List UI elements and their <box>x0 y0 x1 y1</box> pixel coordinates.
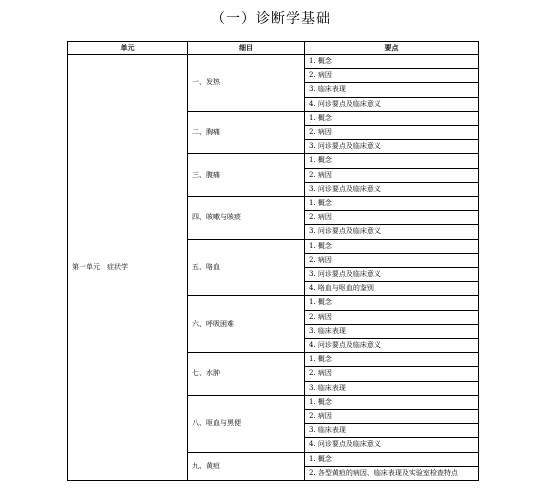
header-unit: 单元 <box>68 42 188 55</box>
item-cell: 五、咯血 <box>188 239 305 296</box>
point-cell: 1. 概念 <box>305 239 479 253</box>
point-cell: 1. 概念 <box>305 55 479 69</box>
point-cell: 3. 问诊要点及临床意义 <box>305 140 479 154</box>
point-cell: 1. 概念 <box>305 452 479 466</box>
point-cell: 2. 病因 <box>305 69 479 83</box>
page-title: （一）诊断学基础 <box>211 11 331 27</box>
point-cell: 2. 病因 <box>305 126 479 140</box>
item-cell: 九、黄疸 <box>188 452 305 480</box>
syllabus-table <box>67 41 479 481</box>
point-cell: 3. 问诊要点及临床意义 <box>305 182 479 196</box>
point-cell: 3. 临床表现 <box>305 83 479 97</box>
item-cell: 八、呕血与黑便 <box>188 395 305 452</box>
point-cell: 2. 病因 <box>305 310 479 324</box>
point-cell: 1. 概念 <box>305 154 479 168</box>
point-cell: 1. 概念 <box>305 197 479 211</box>
table-body <box>68 55 479 481</box>
point-cell: 1. 概念 <box>305 395 479 409</box>
point-cell: 2. 病因 <box>305 253 479 267</box>
point-cell: 2. 病因 <box>305 211 479 225</box>
point-cell: 2. 病因 <box>305 367 479 381</box>
header-item: 细目 <box>188 42 305 55</box>
point-cell: 3. 问诊要点及临床意义 <box>305 268 479 282</box>
point-cell: 3. 问诊要点及临床意义 <box>305 225 479 239</box>
item-cell: 一、发热 <box>188 55 305 112</box>
point-cell: 1. 概念 <box>305 353 479 367</box>
point-cell: 3. 临床表现 <box>305 381 479 395</box>
item-cell: 二、胸痛 <box>188 111 305 154</box>
point-cell: 4. 问诊要点及临床意义 <box>305 97 479 111</box>
point-cell: 4. 咯血与呕血的鉴别 <box>305 282 479 296</box>
point-cell: 3. 临床表现 <box>305 324 479 338</box>
table-row <box>68 55 479 69</box>
item-cell: 三、腹痛 <box>188 154 305 197</box>
point-cell: 3. 临床表现 <box>305 424 479 438</box>
item-cell: 六、呼吸困难 <box>188 296 305 353</box>
point-cell: 1. 概念 <box>305 111 479 125</box>
point-cell: 2. 病因 <box>305 168 479 182</box>
unit-cell: 第一单元 症状学 <box>68 55 188 481</box>
item-cell: 四、咳嗽与咳痰 <box>188 197 305 240</box>
point-cell: 2. 病因 <box>305 410 479 424</box>
point-cell: 4. 问诊要点及临床意义 <box>305 339 479 353</box>
point-cell: 2. 各型黄疸的病因、临床表现及实验室检查特点 <box>305 466 479 480</box>
point-cell: 4. 问诊要点及临床意义 <box>305 438 479 452</box>
header-point: 要点 <box>305 42 479 55</box>
item-cell: 七、水肿 <box>188 353 305 396</box>
table-header-row <box>68 42 479 55</box>
point-cell: 1. 概念 <box>305 296 479 310</box>
